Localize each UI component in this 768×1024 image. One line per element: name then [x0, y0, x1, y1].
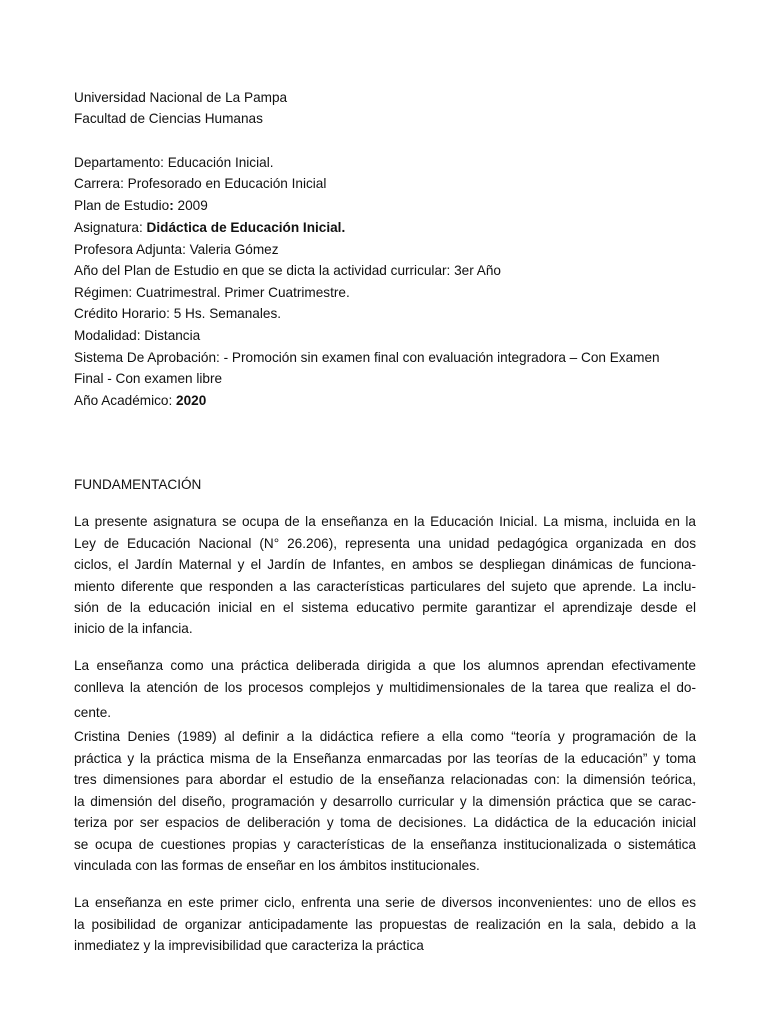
- paragraph-line: miento diferente que responden a las características particulares del sujeto que aprende. La inclu-: [74, 579, 696, 594]
- paragraph-line: sión de la educación inicial en el sistema educativo permite garantizar el aprendizaje desde el: [74, 600, 696, 615]
- info-anio-academico: [74, 390, 206, 411]
- info-sistema-line2: Final - Con examen libre: [74, 371, 223, 386]
- info-modalidad: Modalidad: Distancia: [74, 328, 201, 343]
- info-regimen: Régimen: Cuatrimestral. Primer Cuatrimestre.: [74, 285, 350, 300]
- paragraph-line: conlleva la atención de los procesos complejos y multidimensionales de la tarea que realiza el do-: [74, 680, 696, 695]
- university-name: Universidad Nacional de La Pampa: [74, 90, 288, 105]
- asignatura-label: Asignatura:: [74, 220, 147, 235]
- faculty-name: Facultad de Ciencias Humanas: [74, 111, 263, 126]
- anio-academico-label: Año Académico:: [74, 393, 177, 408]
- info-departamento: Departamento: Educación Inicial.: [74, 155, 274, 170]
- info-credito: Crédito Horario: 5 Hs. Semanales.: [74, 306, 282, 321]
- paragraph-line: ciclos, el Jardín Maternal y el Jardín de Infantes, en ambos se despliegan dinámicas de funciona-: [74, 557, 696, 572]
- paragraph-line: Ley de Educación Nacional (N° 26.206), representa una unidad pedagógica organizada en dos: [74, 536, 696, 551]
- paragraph-line: la posibilidad de organizar anticipadamente las propuestas de realización en la sala, debido a la: [74, 917, 696, 932]
- info-plan: [74, 195, 208, 216]
- paragraph-line: cente.: [74, 705, 112, 720]
- paragraph-line: tres dimensiones para abordar el estudio de la enseñanza relacionadas con: la dimensión teórica,: [74, 772, 696, 787]
- paragraph-line: inmediatez y la imprevisibilidad que caracteriza la práctica: [74, 938, 424, 953]
- paragraph-line: práctica y la práctica misma de la Enseñanza enmarcadas por las teorías de la educación” y toma: [74, 751, 696, 766]
- paragraph-line: Cristina Denies (1989) al definir a la didáctica refiere a ella como “teoría y programación de la: [74, 729, 696, 744]
- paragraph-line: teriza por ser espacios de deliberación y toma de decisiones. La didáctica de la educación inicial: [74, 815, 696, 830]
- paragraph-line: vinculada con las formas de enseñar en los ámbitos institucionales.: [74, 858, 480, 873]
- plan-value: 2009: [173, 198, 208, 213]
- paragraph-line: La enseñanza en este primer ciclo, enfrenta una serie de diversos inconvenientes: uno de ellos es: [74, 895, 696, 910]
- info-profesora: Profesora Adjunta: Valeria Gómez: [74, 242, 279, 257]
- paragraph-line: La enseñanza como una práctica deliberada dirigida a que los alumnos aprendan efectivamente: [74, 658, 696, 673]
- paragraph-line: La presente asignatura se ocupa de la enseñanza en la Educación Inicial. La misma, incluida en la: [74, 514, 696, 529]
- asignatura-value: Didáctica de Educación Inicial.: [146, 220, 346, 235]
- plan-colon: :: [169, 198, 174, 213]
- paragraph-line: la dimensión del diseño, programación y desarrollo curricular y la dimensión práctica que se carac-: [74, 794, 696, 809]
- info-carrera: Carrera: Profesorado en Educación Inicial: [74, 176, 327, 191]
- paragraph-line: inicio de la infancia.: [74, 621, 193, 636]
- info-asignatura: [74, 217, 345, 238]
- section-heading: FUNDAMENTACIÓN: [74, 477, 202, 492]
- info-sistema-line1: Sistema De Aprobación: - Promoción sin examen final con evaluación integradora – Con Examen: [74, 350, 660, 365]
- plan-label: Plan de Estudio: [74, 198, 170, 213]
- anio-academico-value: 2020: [176, 393, 207, 408]
- info-anio-plan: Año del Plan de Estudio en que se dicta la actividad curricular: 3er Año: [74, 263, 501, 278]
- paragraph-line: se ocupa de cuestiones propias y características de la enseñanza institucionalizada o sistemática: [74, 837, 696, 852]
